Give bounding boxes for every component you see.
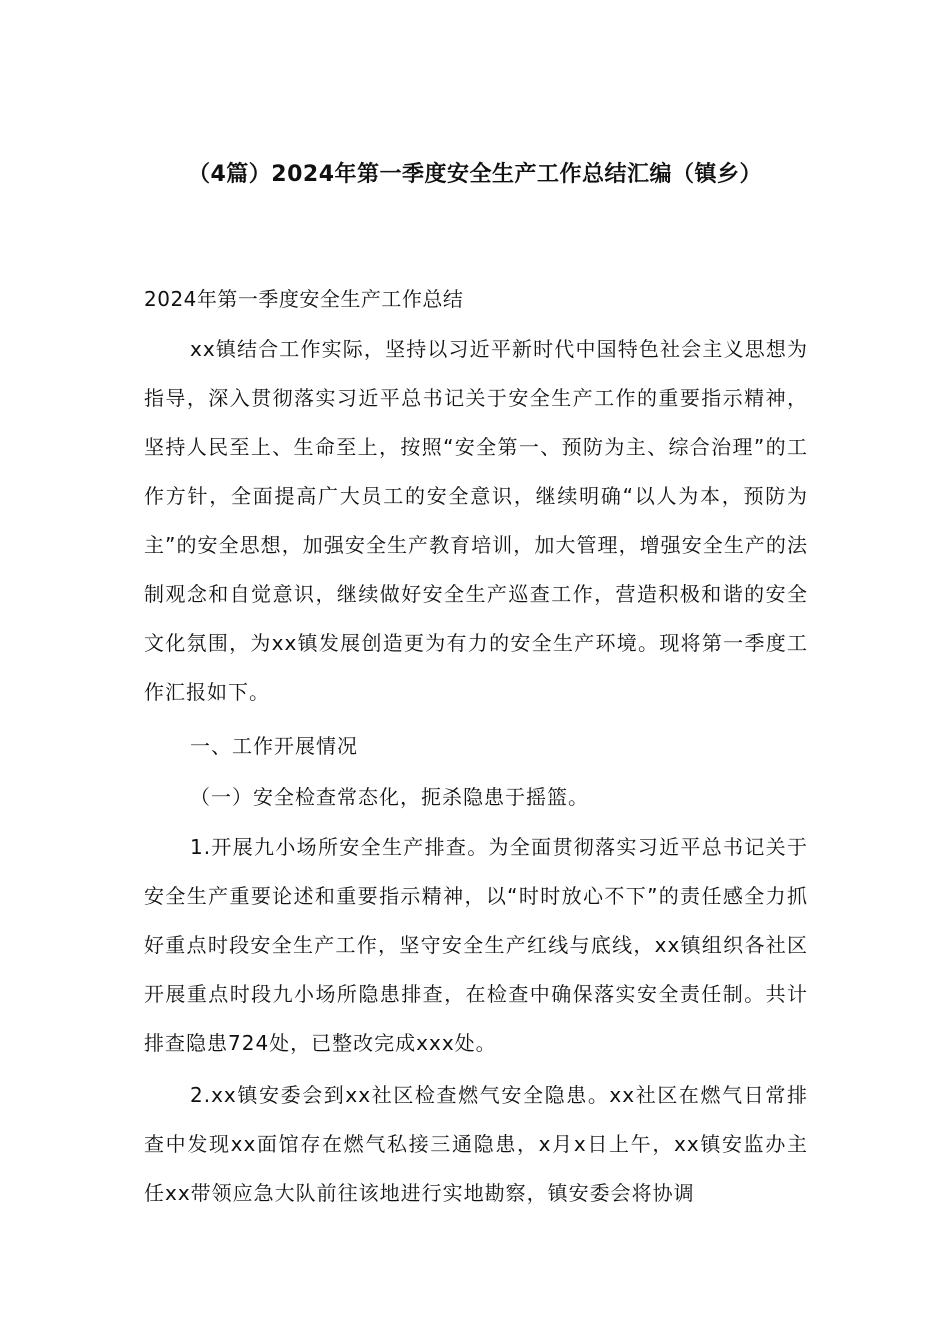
list-item-1-paragraph: 1.开展九小场所安全生产排查。为全面贯彻落实习近平总书记关于安全生产重要论述和重要指示精神，以“时时放心不下”的责任感全力抓好重点时段安全生产工作，坚守安全生产红线与底线，xx镇组织各社区开展重点时段九小场所隐患排查，在检查中确保落实安全责任制。共计排查隐患724处，已整改完成xxx处。 bbox=[144, 835, 808, 1055]
sub-section-heading: （一）安全检查常态化，扼杀隐患于摇篮。 bbox=[190, 785, 589, 809]
document-title: （4篇）2024年第一季度安全生产工作总结汇编（镇乡） bbox=[187, 162, 763, 187]
document-subtitle: 2024年第一季度安全生产工作总结 bbox=[144, 287, 464, 311]
intro-paragraph: xx镇结合工作实际，坚持以习近平新时代中国特色社会主义思想为指导，深入贯彻落实习近平总书记关于安全生产工作的重要指示精神，坚持人民至上、生命至上，按照“安全第一、预防为主、综合治理”的工作方针，全面提高广大员工的安全意识，继续明确“以人为本，预防为主”的安全思想，加强安全生产教育培训，加大管理，增强安全生产的法制观念和自觉意识，继续做好安全生产巡查工作，营造积极和谐的安全文化氛围，为xx镇发展创造更为有力的安全生产环境。现将第一季度工作汇报如下。 bbox=[144, 337, 808, 704]
section-heading: 一、工作开展情况 bbox=[190, 734, 358, 758]
list-item-2-paragraph: 2.xx镇安委会到xx社区检查燃气安全隐患。xx社区在燃气日常排查中发现xx面馆存在燃气私接三通隐患，x月x日上午，xx镇安监办主任xx带领应急大队前往该地进行实地勘察，镇安委会将协调 bbox=[144, 1083, 808, 1205]
